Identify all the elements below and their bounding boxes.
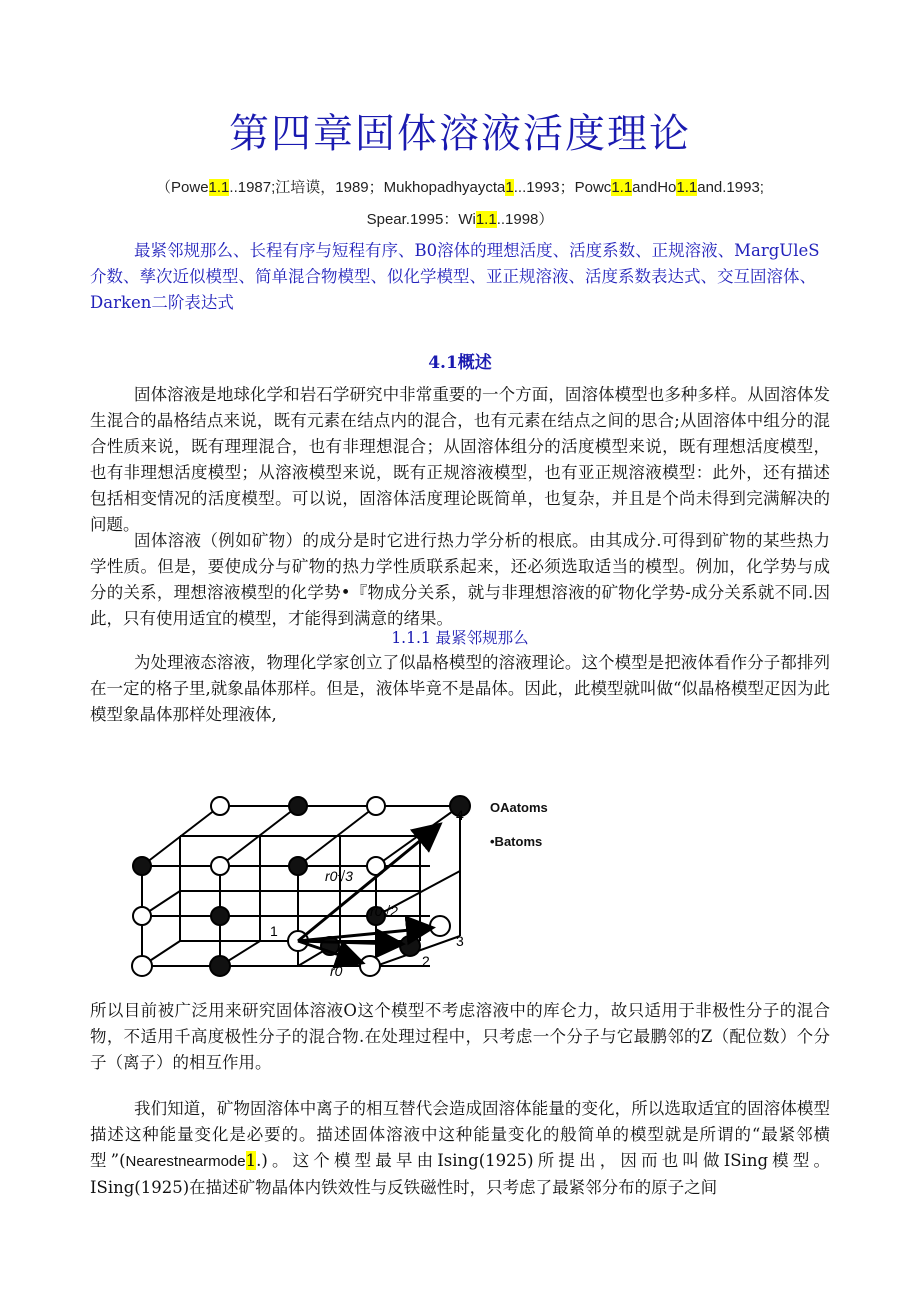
a-atom xyxy=(360,956,380,976)
paragraph-overview-2: 固体溶液（例如矿物）的成分是时它进行热力学分析的根底。由其成分.可得到矿物的某些热力学性质。但是，要使成分与矿物的热力学性质联系起来，还必须选取适当的模型。例加，化学势与成分的关系，理想溶液模型的化学势•『物成分关系，就与非理想溶液的矿物化学势-成分关系就不同.因此，只有使用适宜的模型，才能得到满意的绪果。 xyxy=(90,531,830,628)
legend-b-atoms: •Batoms xyxy=(490,834,543,849)
label-3: 3 xyxy=(456,933,464,949)
page-title: 第四章固体溶液活度理论 xyxy=(229,111,691,157)
paragraph-lattice-model: 为处理液态溶液，物理化学家创立了似晶格模型的溶液理论。这个模型是把液体看作分子都排列在一定的格子里,就象晶体那样。但是，液体毕竟不是晶体。因此，此模型就叫做“似晶格模型疋因为此模型象晶体那样处理液体, xyxy=(90,653,830,724)
b-atom xyxy=(210,956,230,976)
label-2: 2 xyxy=(422,953,430,969)
b-atom xyxy=(211,907,229,925)
lattice-figure xyxy=(120,786,480,982)
b-atom xyxy=(133,857,151,875)
subsection-heading: 1.1.1 最紧邻规那么 xyxy=(391,629,529,647)
label-r0-sqrt3: r0√3 xyxy=(325,868,353,884)
section-heading: 4.1概述 xyxy=(428,353,492,373)
citation-line-1: （Powe1.1..1987;江培谟，1989；Mukhopadhyaycta1...1993；Powc1.1andHo1.1and.1993; xyxy=(156,179,764,196)
legend-a-atoms: OAatoms xyxy=(490,800,548,815)
label-4: 4 xyxy=(456,807,464,823)
label-r0: r0 xyxy=(330,963,343,979)
b-atom xyxy=(289,857,307,875)
label-r0-sqrt2: r0√2 xyxy=(370,903,398,919)
paragraph-overview-1: 固体溶液是地球化学和岩石学研究中非常重要的一个方面，固溶体模型也多种多样。从固溶体发生混合的晶格结点来说，既有元素在结点内的混合，也有元素在结点之间的思合;从固溶体中组分的混合性质来说，既有理理混合，也有非理想混合；从固溶体组分的活度模型来说，既有理想活度模型，也有非理想活度模型；从溶液模型来说，既有正规溶液模型，也有亚正规溶液模型：此外，还有描述包括相变情况的活度模型。可以说，固溶体活度理论既简单，也复杂，并且是个尚未得到完满解决的问题。 xyxy=(90,385,830,534)
b-atom xyxy=(400,936,420,956)
keywords: 最紧邻规那么、长程有序与短程有序、B0溶体的理想活度、活度系数、正规溶液、MargUleS介数、孳次近似模型、简单混合物模型、似化学模型、亚正规溶液、活度系数表达式、交互固溶体、Darken二阶表达式 xyxy=(90,241,820,312)
citation-line-2: Spear.1995：Wi1.1..1998） xyxy=(366,211,554,228)
paragraph-model-scope: 所以目前被广泛用来研究固体溶液O这个模型不考虑溶液中的库仑力，故只适用于非极性分子的混合物，不适用千高度极性分子的混合物.在处理过程中，只考虑一个分子与它最鹏邻的Z（配位数）个分子（离子）的相互作用。 xyxy=(90,1001,830,1072)
paragraph-nearest-neighbour: 我们知道，矿物固溶体中离子的相互替代会造成固溶体能量的变化，所以选取适宜的固溶体模型描述这种能量变化是必要的。描述固体溶液中这种能量变化的般简单的模型就是所谓的“最紧邻横型”(Nearestnearmode1.)。这个模型最早由Ising(1925)所提出，因而也叫做ISing模型。ISing(1925)在描述矿物晶体内铁效性与反铁磁性时，只考虑了最紧邻分布的原子之间 xyxy=(90,1099,830,1197)
a-atom xyxy=(430,916,450,936)
a-atom xyxy=(133,907,151,925)
a-atom xyxy=(211,857,229,875)
label-1: 1 xyxy=(270,923,278,939)
a-atom xyxy=(211,797,229,815)
b-atom xyxy=(289,797,307,815)
a-atom xyxy=(132,956,152,976)
a-atom xyxy=(367,797,385,815)
